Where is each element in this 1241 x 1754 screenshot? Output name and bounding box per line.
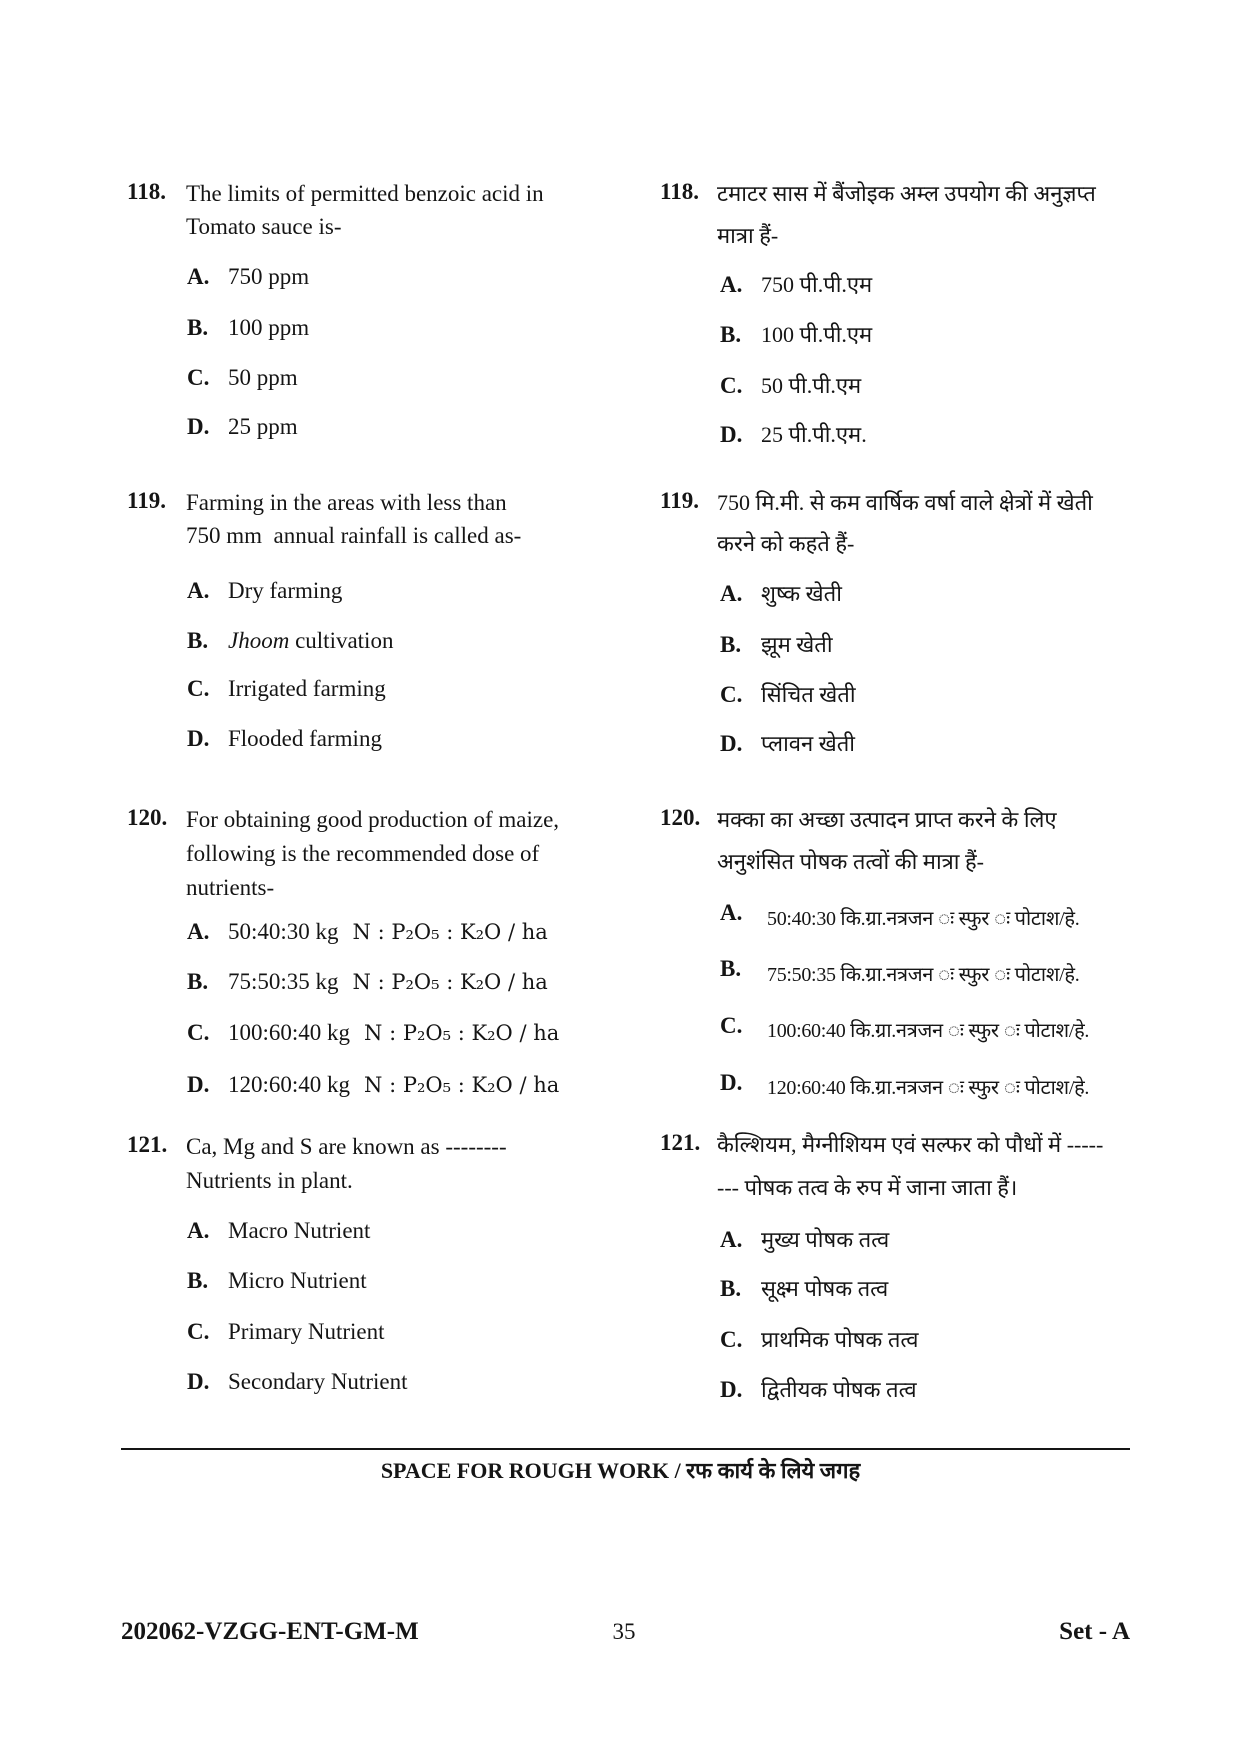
option-text: Primary Nutrient <box>228 1319 385 1344</box>
option-label: B. <box>720 1276 742 1301</box>
option-text: Micro Nutrient <box>228 1268 367 1293</box>
question-number: 119. <box>127 488 166 513</box>
rough-work-divider <box>121 1448 1130 1450</box>
question-text-line: अनुशंसित पोषक तत्वों की मात्रा हैं- <box>717 849 984 874</box>
option-label: D. <box>720 731 743 756</box>
option-label: A. <box>187 264 210 289</box>
option-text: मुख्य पोषक तत्व <box>761 1227 890 1252</box>
option-text: Irrigated farming <box>228 676 386 701</box>
option-label: C. <box>187 676 210 701</box>
nutrient-formula: N : P₂O₅ : K₂O / ha <box>352 920 548 944</box>
question-number: 119. <box>660 488 699 513</box>
option-label: D. <box>720 422 743 447</box>
question-set: Set - A <box>1059 1618 1130 1645</box>
nutrient-formula: N : P₂O₅ : K₂O / ha <box>364 1073 560 1097</box>
nutrient-formula: N : P₂O₅ : K₂O / ha <box>364 1021 560 1045</box>
option-label: D. <box>720 1377 743 1402</box>
option-text: Dry farming <box>228 578 343 603</box>
nutrient-ratio: 50:40:30 kg <box>228 919 339 944</box>
option-label: C. <box>187 365 210 390</box>
option-text: 25 पी.पी.एम. <box>761 422 867 447</box>
option-label: A. <box>720 1227 743 1252</box>
option-text: शुष्क खेती <box>761 581 842 606</box>
question-text-line: Farming in the areas with less than <box>186 490 507 515</box>
option-label: B. <box>720 322 742 347</box>
option-text: 750 पी.पी.एम <box>761 272 873 297</box>
option-text-rest: cultivation <box>289 628 394 653</box>
option-label: D. <box>187 726 210 751</box>
option-label: A. <box>187 919 210 944</box>
option-label: D. <box>187 414 210 439</box>
option-text: Secondary Nutrient <box>228 1369 408 1394</box>
option-label: D. <box>187 1369 210 1394</box>
option-label: A. <box>187 1218 210 1243</box>
option-label: B. <box>720 956 742 981</box>
option-text: 100 ppm <box>228 315 310 340</box>
option-text: सिंचित खेती <box>761 682 856 707</box>
option-label: D. <box>720 1070 743 1095</box>
option-text: 50:40:30 कि.ग्रा.नत्रजन ः स्फुर ः पोटाश/हे. <box>767 908 1080 930</box>
option-text: सूक्ष्म पोषक तत्व <box>761 1276 889 1301</box>
option-text: 100 पी.पी.एम <box>761 322 873 347</box>
question-text-line: For obtaining good production of maize, <box>186 807 560 832</box>
option-label: A. <box>720 581 743 606</box>
option-text: 120:60:40 कि.ग्रा.नत्रजन ः स्फुर ः पोटाश/हे. <box>767 1077 1090 1099</box>
option-text: Flooded farming <box>228 726 382 751</box>
option-label: C. <box>187 1020 210 1045</box>
option-label: C. <box>720 1327 743 1352</box>
question-number: 118. <box>127 179 166 204</box>
option-text <box>228 1018 559 1048</box>
option-label: C. <box>720 373 743 398</box>
nutrient-ratio: 100:60:40 kg <box>228 1020 351 1045</box>
page-number: 35 <box>612 1619 636 1644</box>
paper-code: 202062-VZGG-ENT-GM-M <box>121 1618 419 1645</box>
option-text: द्वितीयक पोषक तत्व <box>761 1377 917 1402</box>
option-text: 750 ppm <box>228 264 310 289</box>
question-text-line: टमाटर सास में बैंजोइक अम्ल उपयोग की अनुज्ञप्त <box>717 181 1096 206</box>
question-number: 120. <box>660 805 701 830</box>
option-label: A. <box>720 900 743 925</box>
question-text-line: कैल्शियम, मैग्नीशियम एवं सल्फर को पौधों में ----- <box>717 1132 1104 1157</box>
question-number: 120. <box>127 805 168 830</box>
question-text-line: मक्का का अच्छा उत्पादन प्राप्त करने के लिए <box>717 807 1057 832</box>
option-label: B. <box>187 1268 209 1293</box>
option-label: A. <box>720 272 743 297</box>
question-text-line: मात्रा हैं- <box>717 223 779 248</box>
option-text: 25 ppm <box>228 414 298 439</box>
option-text: Macro Nutrient <box>228 1218 371 1243</box>
question-number: 121. <box>660 1130 701 1155</box>
question-text-line: Tomato sauce is- <box>186 214 342 239</box>
option-text: प्लावन खेती <box>761 731 855 756</box>
option-text-italic: Jhoom <box>228 628 290 653</box>
option-text <box>228 967 548 997</box>
question-text-line: Ca, Mg and S are known as -------- <box>186 1134 507 1159</box>
question-text-line: 750 mm annual rainfall is called as- <box>186 523 522 548</box>
option-label: D. <box>187 1072 210 1097</box>
option-label: B. <box>720 632 742 657</box>
option-label: C. <box>187 1319 210 1344</box>
option-label: B. <box>187 628 209 653</box>
question-text-line: करने को कहते हैं- <box>717 531 855 556</box>
option-text <box>228 626 393 656</box>
question-text-line: Nutrients in plant. <box>186 1168 353 1193</box>
option-text: 100:60:40 कि.ग्रा.नत्रजन ः स्फुर ः पोटाश/हे. <box>767 1020 1090 1042</box>
option-label: C. <box>720 682 743 707</box>
question-text-line: The limits of permitted benzoic acid in <box>186 181 544 206</box>
option-text: 50 ppm <box>228 365 298 390</box>
question-text-line: 750 मि.मी. से कम वार्षिक वर्षा वाले क्षेत्रों में खेती <box>717 490 1093 515</box>
nutrient-formula: N : P₂O₅ : K₂O / ha <box>352 970 548 994</box>
nutrient-ratio: 75:50:35 kg <box>228 969 339 994</box>
rough-work-label: SPACE FOR ROUGH WORK / रफ कार्य के लिये जगह <box>380 1458 861 1483</box>
option-label: B. <box>187 315 209 340</box>
option-text: 50 पी.पी.एम <box>761 373 862 398</box>
nutrient-ratio: 120:60:40 kg <box>228 1072 351 1097</box>
question-number: 118. <box>660 179 699 204</box>
question-number: 121. <box>127 1132 168 1157</box>
question-text-line: nutrients- <box>186 875 275 900</box>
question-text-line: following is the recommended dose of <box>186 841 540 866</box>
option-text: 75:50:35 कि.ग्रा.नत्रजन ः स्फुर ः पोटाश/हे. <box>767 964 1080 986</box>
option-text: प्राथमिक पोषक तत्व <box>761 1327 919 1352</box>
option-label: C. <box>720 1013 743 1038</box>
question-text-line: --- पोषक तत्व के रुप में जाना जाता हैं। <box>717 1175 1018 1200</box>
option-label: A. <box>187 578 210 603</box>
option-text: झूम खेती <box>761 632 833 657</box>
option-text <box>228 917 548 947</box>
option-text <box>228 1070 559 1100</box>
option-label: B. <box>187 969 209 994</box>
